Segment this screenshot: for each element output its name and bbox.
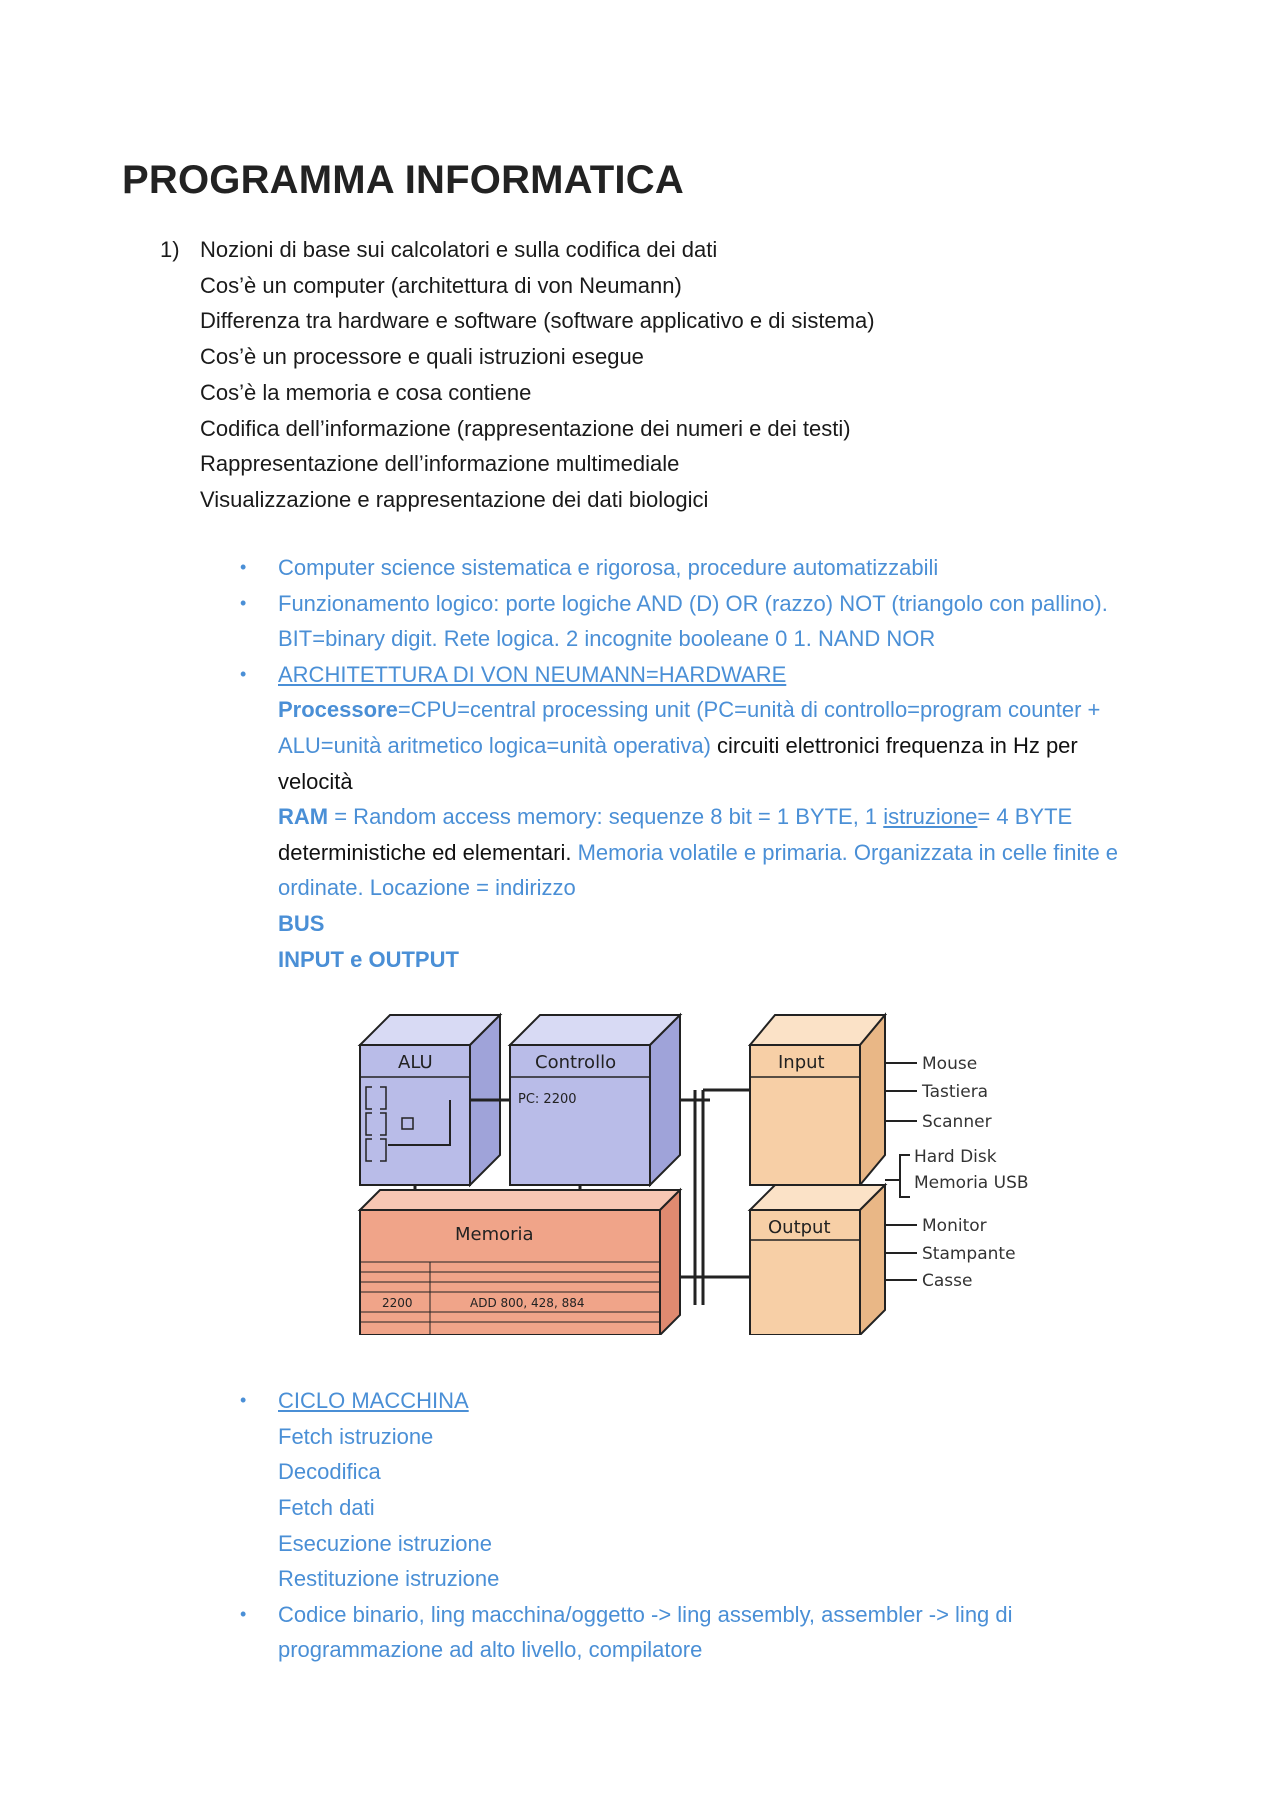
device-label: Monitor <box>922 1216 987 1236</box>
section-topic: Cos’è la memoria e cosa contiene <box>200 379 532 405</box>
input-label: Input <box>778 1052 825 1073</box>
io-label: INPUT e OUTPUT <box>278 946 459 972</box>
cycle-step: Esecuzione istruzione <box>278 1530 493 1556</box>
section-topic: Differenza tra hardware e software (software applicativo e di sistema) <box>200 308 875 334</box>
ram-label: RAM <box>278 804 329 830</box>
page-title: PROGRAMMA INFORMATICA <box>122 158 684 202</box>
section-heading: Nozioni di base sui calcolatori e sulla codifica dei dati <box>200 237 718 262</box>
architecture-heading: ARCHITETTURA DI VON NEUMANN=HARDWARE <box>278 661 787 687</box>
memory-box <box>360 1190 680 1335</box>
ram-istruzione: istruzione <box>883 804 978 830</box>
output-box <box>750 1185 885 1335</box>
section-topic: Cos’è un processore e quali istruzioni esegue <box>200 344 644 370</box>
device-label: Scanner <box>922 1112 992 1132</box>
device-labels <box>914 1054 1029 1291</box>
section-number: 1) <box>160 237 180 262</box>
system-bus <box>680 1090 750 1305</box>
input-box <box>750 1015 885 1185</box>
device-label: Tastiera <box>922 1082 989 1102</box>
note-text: Computer science sistematica e rigorosa, procedure automatizzabili <box>278 555 939 580</box>
memory-instruction: ADD 800, 428, 884 <box>470 1296 585 1310</box>
bullet-marker: • <box>240 592 247 613</box>
device-label: Casse <box>922 1271 973 1291</box>
note-item <box>236 550 1156 586</box>
cycle-step: Restituzione istruzione <box>278 1566 500 1592</box>
cycle-heading: CICLO MACCHINA <box>278 1388 469 1414</box>
device-label: Memoria USB <box>914 1173 1029 1193</box>
processor-paragraph <box>278 692 1156 799</box>
section-topic: Visualizzazione e rappresentazione dei dati biologici <box>200 486 709 512</box>
ram-text: = 4 BYTE <box>977 804 1073 830</box>
pc-label: PC: 2200 <box>518 1092 577 1107</box>
note-text: Funzionamento logico: porte logiche AND (D) OR (razzo) NOT (triangolo con pallino). BIT=binary digit. Rete logica. 2 incognite booleane 0 1. NAND NOR <box>278 590 1108 652</box>
output-label: Output <box>768 1217 831 1238</box>
bus-label: BUS <box>278 910 325 936</box>
device-label: Hard Disk <box>914 1147 997 1167</box>
section-topic: Codifica dell’informazione (rappresentazione dei numeri e dei testi) <box>200 415 851 441</box>
memory-address: 2200 <box>382 1296 413 1310</box>
ram-text-black: deterministiche ed elementari. <box>278 839 572 865</box>
note-text: Codice binario, ling macchina/oggetto -> ling assembly, assembler -> ling di programmazione ad alto livello, compilatore <box>278 1601 1013 1663</box>
note-item-cycle <box>236 1383 1156 1597</box>
ram-paragraph <box>278 799 1156 906</box>
note-item <box>236 586 1156 657</box>
bullet-marker: • <box>240 557 247 577</box>
cycle-step: Fetch dati <box>278 1494 375 1520</box>
device-label: Stampante <box>922 1244 1016 1264</box>
section-topic: Rappresentazione dell’informazione multimediale <box>200 451 680 477</box>
device-label: Mouse <box>922 1054 978 1074</box>
alu-label: ALU <box>398 1052 433 1073</box>
section-topic: Cos’è un computer (architettura di von Neumann) <box>200 272 682 298</box>
ram-text: = Random access memory: sequenze 8 bit = 1 BYTE, 1 <box>328 804 884 830</box>
control-label: Controllo <box>535 1052 617 1073</box>
device-connectors <box>885 1063 917 1280</box>
note-item <box>236 1597 1156 1668</box>
bullet-marker: • <box>240 1603 247 1624</box>
processor-label: Processore <box>278 697 398 723</box>
bullet-marker: • <box>240 663 247 684</box>
control-box <box>470 1015 680 1185</box>
section-heading-line <box>160 232 1160 268</box>
von-neumann-diagram <box>350 1005 1030 1335</box>
cycle-step: Fetch istruzione <box>278 1423 434 1449</box>
cycle-step: Decodifica <box>278 1459 381 1485</box>
processor-text: =CPU=central processing unit (PC=unità di controllo=program counter + ALU=unità aritmetico logica=unità operativa) <box>278 697 1101 758</box>
program-section-1 <box>160 232 1160 518</box>
memory-label: Memoria <box>455 1224 534 1245</box>
ram-text: Memoria volatile e primaria. Organizzata in celle finite e ordinate. Locazione = indirizzo <box>278 839 1119 901</box>
processor-text-black: circuiti elettronici frequenza in Hz per velocità <box>278 732 1078 794</box>
bullet-marker: • <box>240 1390 247 1411</box>
